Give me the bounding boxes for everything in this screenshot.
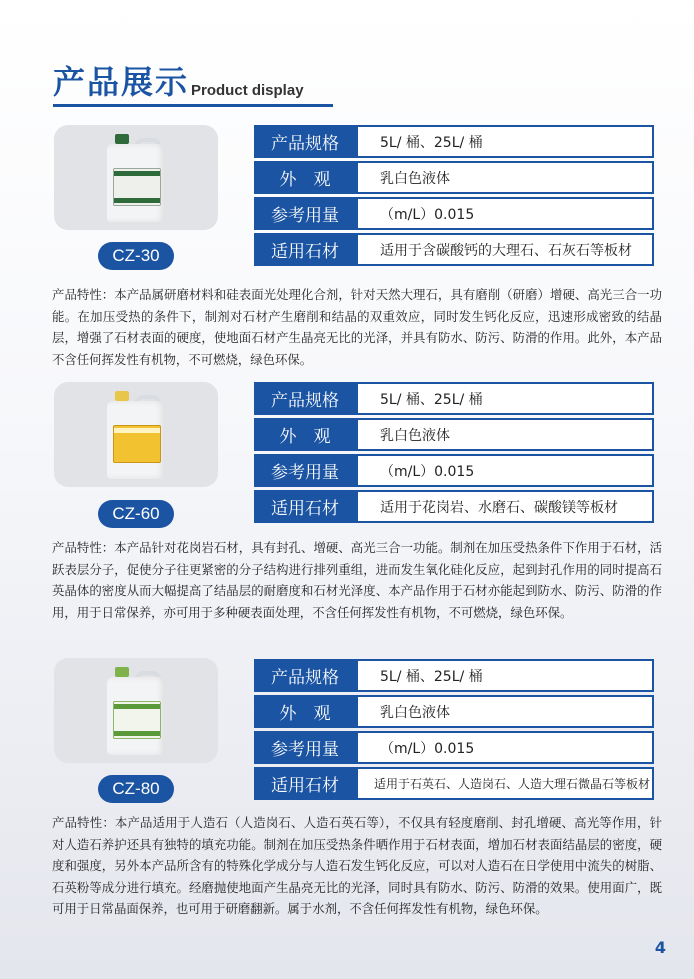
spec-label: 产品规格 xyxy=(254,659,356,692)
page-title-cn: 产品展示 xyxy=(53,63,190,101)
spec-row-size xyxy=(254,659,654,692)
product-code-badge: CZ-30 xyxy=(98,242,174,270)
spec-label: 外 观 xyxy=(254,418,356,451)
spec-row-dosage xyxy=(254,731,654,764)
product-description: 产品特性：本产品属研磨材料和硅表面光处理化合剂，针对天然大理石，具有磨削（研磨）增硬、高光三合一功能。在加压受热的条件下，制剂对石材产生磨削和结晶的双重效应，同时发生钙化反应，迅速形成密致的结晶层，增强了石材表面的硬度，使地面石材产生晶亮无比的光泽，并具有防水、防污、防滑的作用。此外，本产品不含任何挥发性有机物，不可燃烧，绿色环保。 xyxy=(52,287,662,367)
spec-label: 适用石材 xyxy=(254,233,356,266)
spec-label: 外 观 xyxy=(254,695,356,728)
page-title-en: Product display xyxy=(191,82,304,99)
spec-table xyxy=(254,656,654,803)
product-description: 产品特性：本产品适用于人造石（人造岗石、人造石英石等），不仅具有轻度磨削、封孔增硬、高光等作用，针对人造石养护还具有独特的填充功能。制剂在加压受热条件晒作用于石材表面，增加石材表面结晶层的密度，硬度和强度，另外本产品所含有的特殊化学成分与人造石发生钙化反应，可以对人造石在日学使用中流失的树脂、石英粉等成分进行填充。经磨抛使地面产生晶亮无比的光泽，同时具有防水、防污、防滑的效果。使用面广，既可用于日常晶面保养，也可用于研磨翻新。属于水剂，不含任何挥发性有机物，绿色环保。 xyxy=(52,815,662,916)
spec-label: 产品规格 xyxy=(254,382,356,415)
spec-value: （m/L）0.015 xyxy=(356,731,654,764)
spec-row-appearance xyxy=(254,161,654,194)
spec-value: 5L/ 桶、25L/ 桶 xyxy=(356,125,654,158)
product-photo xyxy=(54,382,218,487)
bottle-icon xyxy=(107,391,165,479)
spec-row-appearance xyxy=(254,418,654,451)
product-photo xyxy=(54,125,218,230)
spec-row-stone xyxy=(254,233,654,266)
spec-value: 5L/ 桶、25L/ 桶 xyxy=(356,382,654,415)
spec-label: 参考用量 xyxy=(254,731,356,764)
bottle-icon xyxy=(107,667,165,755)
spec-row-stone xyxy=(254,767,654,800)
spec-row-dosage xyxy=(254,197,654,230)
spec-value: 5L/ 桶、25L/ 桶 xyxy=(356,659,654,692)
title-underline xyxy=(53,104,333,107)
spec-table xyxy=(254,379,654,526)
spec-label: 产品规格 xyxy=(254,125,356,158)
spec-label: 参考用量 xyxy=(254,197,356,230)
spec-value: （m/L）0.015 xyxy=(356,197,654,230)
spec-label: 适用石材 xyxy=(254,767,356,800)
page-number: 4 xyxy=(654,938,666,957)
spec-table xyxy=(254,122,654,269)
spec-value: 适用于含碳酸钙的大理石、石灰石等板材 xyxy=(356,233,654,266)
spec-label: 参考用量 xyxy=(254,454,356,487)
spec-label: 外 观 xyxy=(254,161,356,194)
spec-value: 乳白色液体 xyxy=(356,418,654,451)
spec-row-size xyxy=(254,125,654,158)
spec-row-stone xyxy=(254,490,654,523)
page-title xyxy=(53,62,304,102)
product-photo xyxy=(54,658,218,763)
product-description: 产品特性：本产品针对花岗岩石材，具有封孔、增硬、高光三合一功能。制剂在加压受热条件下作用于石材，活跃表层分子，促使分子往更紧密的分子结构进行排列重组，进而发生氧化硅化反应，起到封孔作用的同时提高石英晶体的密度从而大幅提高了结晶层的耐磨度和石材光泽度、本产品作用于石材亦能起到防水、防污、防滑的作用，用于日常保养，亦可用于多种硬表面处理，不含任何挥发性有机物，不可燃烧，绿色环保。 xyxy=(52,540,662,620)
spec-value: 适用于花岗岩、水磨石、碳酸镁等板材 xyxy=(356,490,654,523)
spec-row-dosage xyxy=(254,454,654,487)
spec-row-appearance xyxy=(254,695,654,728)
product-code-badge: CZ-80 xyxy=(98,775,174,803)
product-code-badge: CZ-60 xyxy=(98,500,174,528)
spec-value: 适用于石英石、人造岗石、人造大理石微晶石等板材 xyxy=(356,767,654,800)
spec-value: 乳白色液体 xyxy=(356,161,654,194)
spec-row-size xyxy=(254,382,654,415)
spec-value: 乳白色液体 xyxy=(356,695,654,728)
spec-label: 适用石材 xyxy=(254,490,356,523)
bottle-icon xyxy=(107,134,165,222)
spec-value: （m/L）0.015 xyxy=(356,454,654,487)
